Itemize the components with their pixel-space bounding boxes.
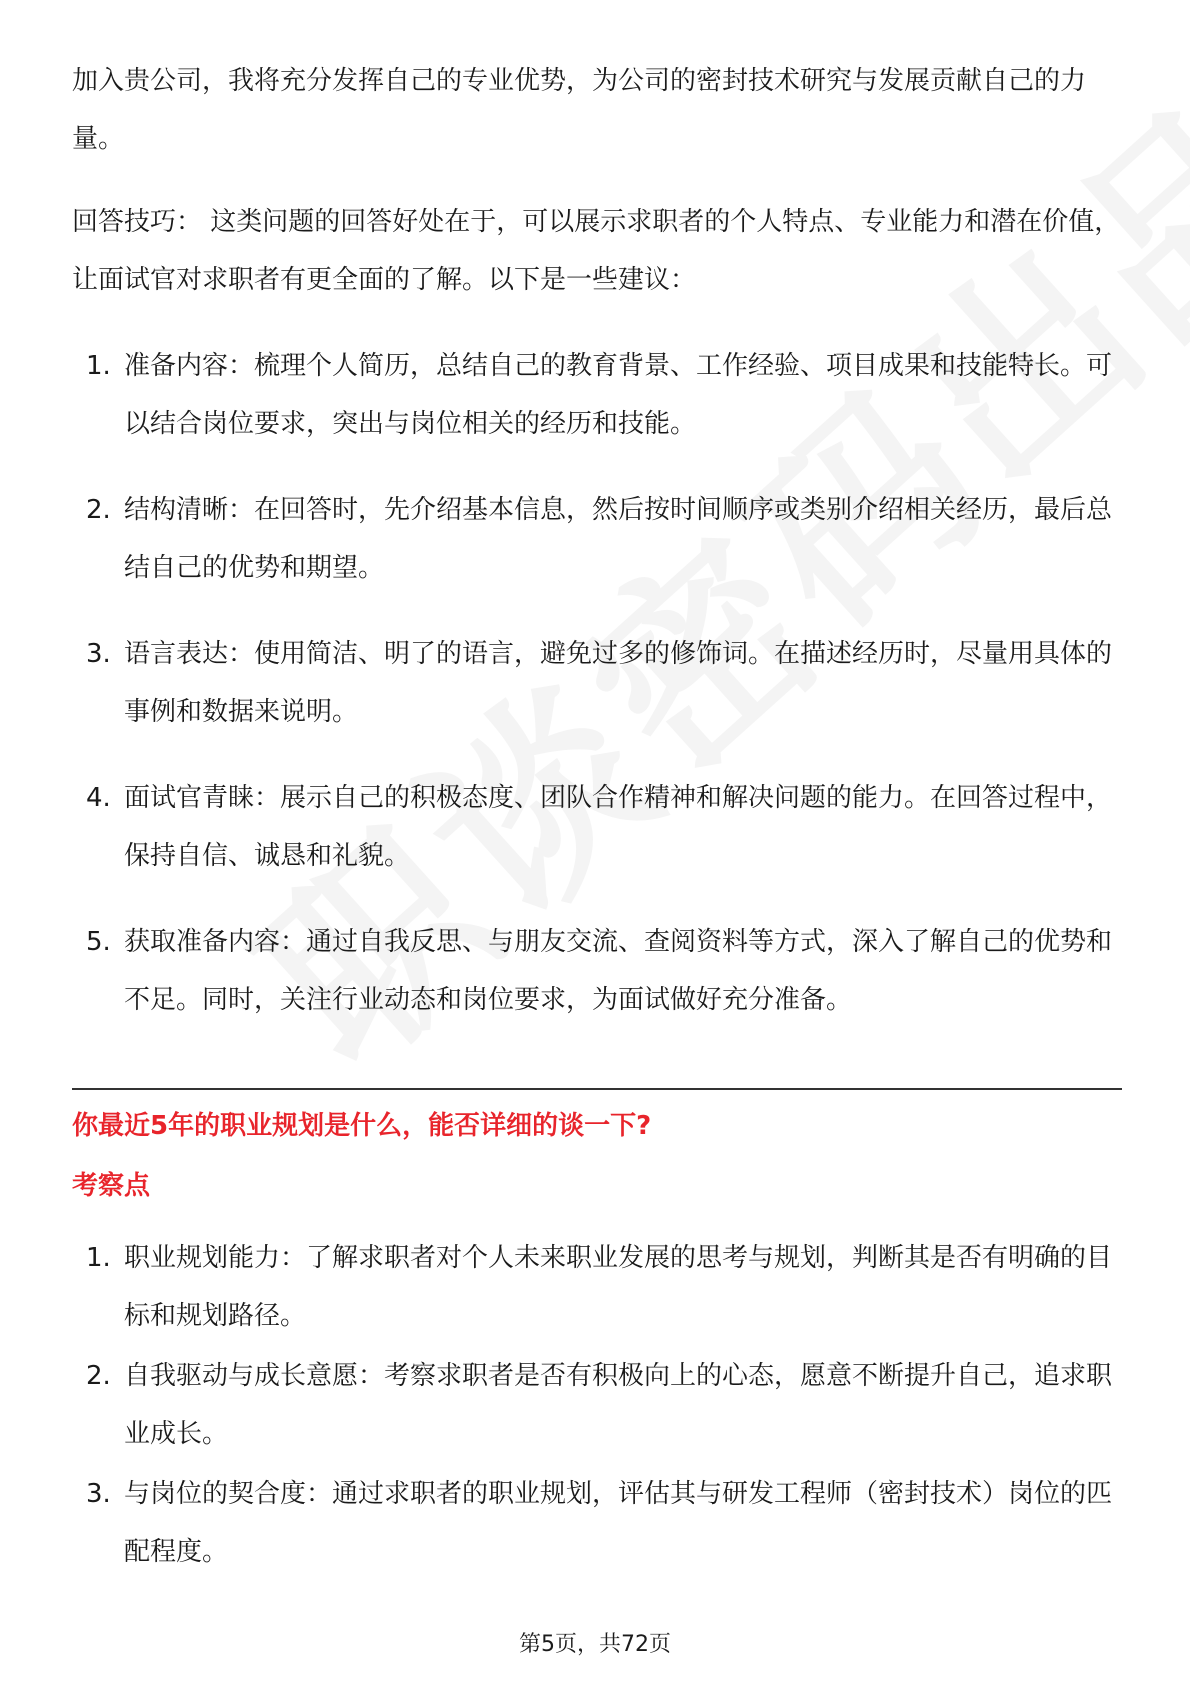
list-item (72, 625, 1122, 741)
list-item (72, 1465, 1122, 1581)
list-item-number: 1. (86, 1243, 111, 1273)
list-item-text: 获取准备内容：通过自我反思、与朋友交流、查阅资料等方式，深入了解自己的优势和不足。同时，关注行业动态和岗位要求，为面试做好充分准备。 (124, 927, 1113, 1015)
list-item-text: 准备内容：梳理个人简历，总结自己的教育背景、工作经验、项目成果和技能特长。可以结合岗位要求，突出与岗位相关的经历和技能。 (124, 351, 1113, 439)
section-heading: 考察点 (72, 1171, 151, 1201)
list-item (72, 769, 1122, 885)
list-item (72, 1347, 1122, 1463)
list-item-number: 3. (86, 1479, 111, 1509)
list-item-number: 1. (86, 351, 111, 381)
answer-tips-intro: 回答技巧： 这类问题的回答好处在于，可以展示求职者的个人特点、专业能力和潜在价值，让面试官对求职者有更全面的了解。以下是一些建议： (72, 207, 1121, 295)
list-item (72, 481, 1122, 597)
question-title: 你最近5年的职业规划是什么，能否详细的谈一下? (72, 1111, 652, 1141)
list-item-number: 2. (86, 1361, 111, 1391)
list-item-text: 与岗位的契合度：通过求职者的职业规划，评估其与研发工程师（密封技术）岗位的匹配程度。 (124, 1479, 1113, 1567)
list-item (72, 337, 1122, 453)
list-item-text: 语言表达：使用简洁、明了的语言，避免过多的修饰词。在描述经历时，尽量用具体的事例和数据来说明。 (124, 639, 1113, 727)
list-item-number: 2. (86, 495, 111, 525)
list-item (72, 913, 1122, 1029)
page-footer: 第5页，共72页 (519, 1632, 671, 1657)
section-divider (72, 1088, 1122, 1090)
intro-continuation: 加入贵公司，我将充分发挥自己的专业优势，为公司的密封技术研究与发展贡献自己的力量。 (72, 66, 1087, 154)
list-item-text: 面试官青睐：展示自己的积极态度、团队合作精神和解决问题的能力。在回答过程中，保持自信、诚恳和礼貌。 (124, 783, 1113, 871)
list-item (72, 1229, 1122, 1345)
answer-tips-list (72, 337, 1122, 1057)
list-item-number: 3. (86, 639, 111, 669)
list-item-number: 4. (86, 783, 111, 813)
list-item-text: 自我驱动与成长意愿：考察求职者是否有积极向上的心态，愿意不断提升自己，追求职业成长。 (124, 1361, 1113, 1449)
list-item-text: 结构清晰：在回答时，先介绍基本信息，然后按时间顺序或类别介绍相关经历，最后总结自己的优势和期望。 (124, 495, 1113, 583)
list-item-text: 职业规划能力：了解求职者对个人未来职业发展的思考与规划，判断其是否有明确的目标和规划路径。 (124, 1243, 1113, 1331)
list-item-number: 5. (86, 927, 111, 957)
evaluation-points-list (72, 1229, 1122, 1583)
